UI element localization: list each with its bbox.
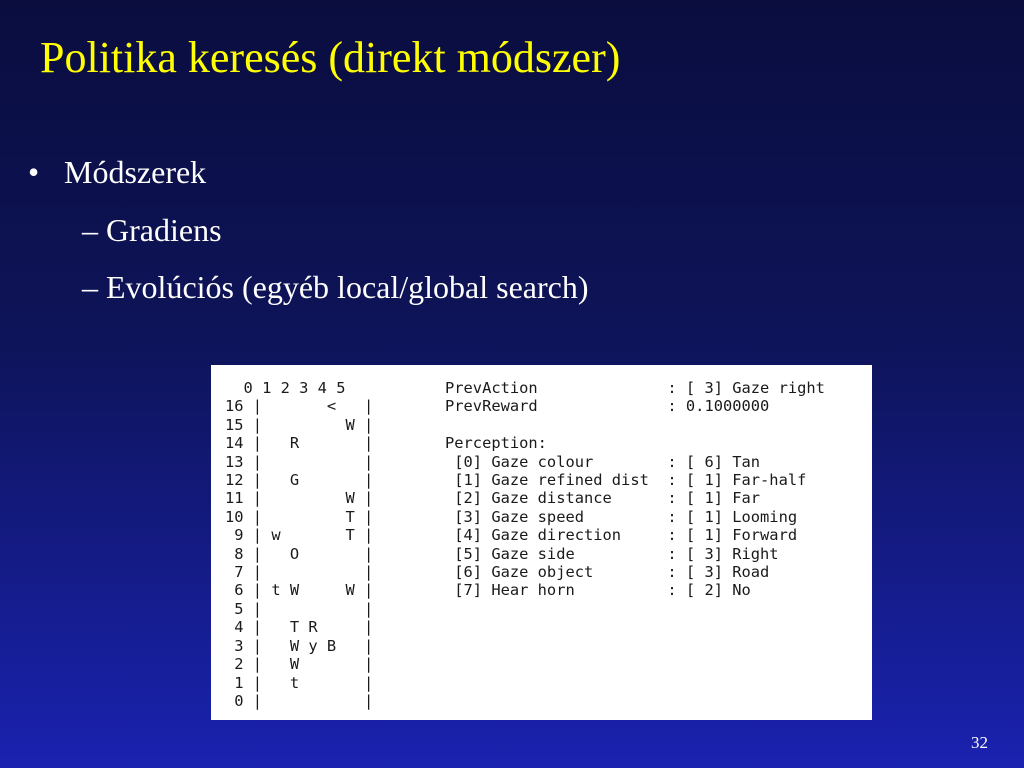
bullet-item-modszerek bbox=[28, 152, 206, 192]
world-grid: 0 1 2 3 4 5 16 | < | 15 | W | 14 | R | 13 | | 12 | G | 11 | W | 10 | T | 9 | w T | 8 | O | 7 | | 6 | t W W | 5 | | 4 | T R | 3 | W y B | 2 | W | 1 | t | 0 | | bbox=[225, 379, 374, 710]
slide-title: Politika keresés (direkt módszer) bbox=[40, 33, 621, 82]
bullet-marker: • bbox=[28, 154, 40, 190]
bullet-list bbox=[0, 0, 1024, 340]
page-number: 32 bbox=[971, 733, 988, 752]
bullet-text: Módszerek bbox=[64, 154, 207, 190]
perception-readout: PrevAction : [ 3] Gaze right PrevReward : 0.1000000 Perception: [0] Gaze colour : [ 6] Tan [1] Gaze refined dist : [ 1] Far-half [2] Gaze distance : [ 1] Far [3] Gaze speed : [ 1] Looming [4] Gaze direction : [ 1] Forward [5] Gaze side : [ 3] Right [6] Gaze object : [ 3] Road [7] Hear horn : [ 2] No bbox=[445, 379, 825, 600]
sub-bullet-evolucios: – Evolúciós (egyéb local/global search) bbox=[82, 269, 589, 305]
sub-bullet-gradiens: – Gradiens bbox=[82, 212, 222, 248]
simulation-screenshot bbox=[211, 365, 872, 720]
